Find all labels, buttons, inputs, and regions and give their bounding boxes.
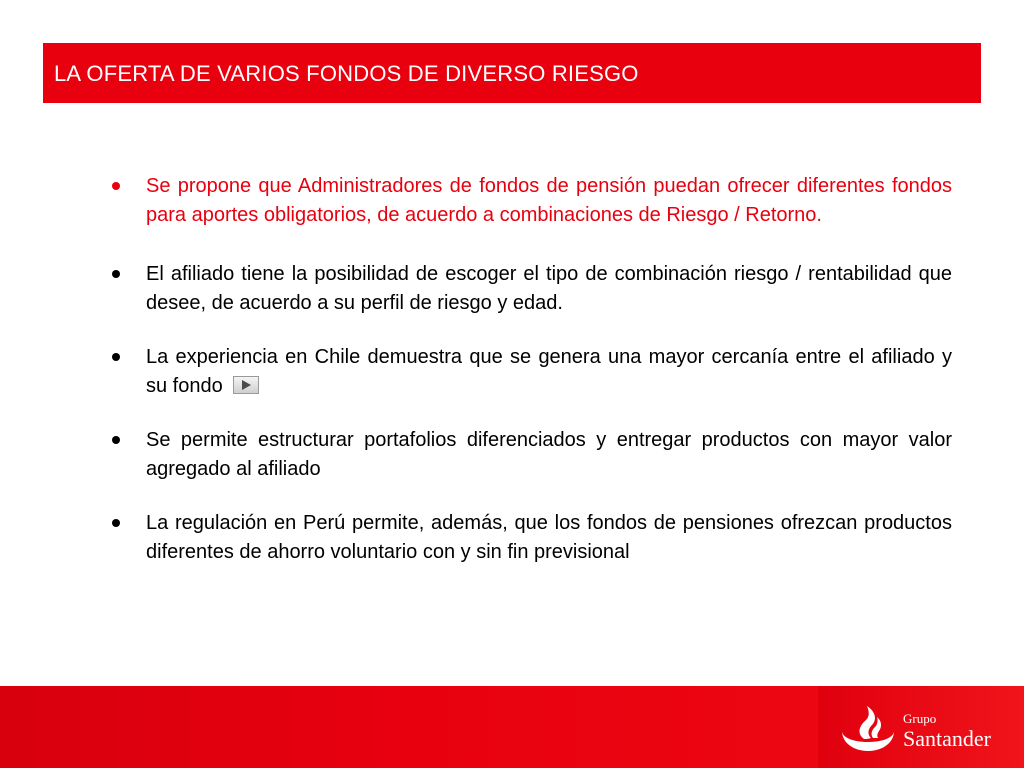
logo-name-text: Santander (903, 726, 991, 751)
bullet-item (112, 260, 952, 318)
title-bar (43, 43, 981, 103)
bullet-item (112, 426, 952, 484)
bullet-dot-icon (112, 182, 120, 190)
bullet-dot-icon (112, 436, 120, 444)
logo-group-text: Grupo (903, 711, 937, 726)
play-icon[interactable] (233, 376, 259, 394)
bullet-text: El afiliado tiene la posibilidad de escoger el tipo de combinación riesgo / rentabilidad que desee, de acuerdo a su perfil de riesgo y edad. (146, 263, 952, 314)
bullet-list (112, 172, 952, 592)
bullet-dot-icon (112, 270, 120, 278)
bullet-text: Se permite estructurar portafolios diferenciados y entregar productos con mayor valor agregado al afiliado (146, 429, 952, 480)
bullet-text: Se propone que Administradores de fondos de pensión puedan ofrecer diferentes fondos para aportes obligatorios, de acuerdo a combinaciones de Riesgo / Retorno. (146, 175, 952, 226)
bullet-item (112, 172, 952, 230)
flame-icon (840, 703, 896, 753)
slide-title: LA OFERTA DE VARIOS FONDOS DE DIVERSO RIESGO (54, 61, 639, 86)
bullet-text: La experiencia en Chile demuestra que se genera una mayor cercanía entre el afiliado y su fondo (146, 346, 952, 397)
bullet-item (112, 509, 952, 567)
bullet-text: La regulación en Perú permite, además, que los fondos de pensiones ofrezcan productos diferentes de ahorro voluntario con y sin fin previsional (146, 512, 952, 563)
bullet-dot-icon (112, 353, 120, 361)
bullet-dot-icon (112, 519, 120, 527)
bullet-item (112, 343, 952, 401)
